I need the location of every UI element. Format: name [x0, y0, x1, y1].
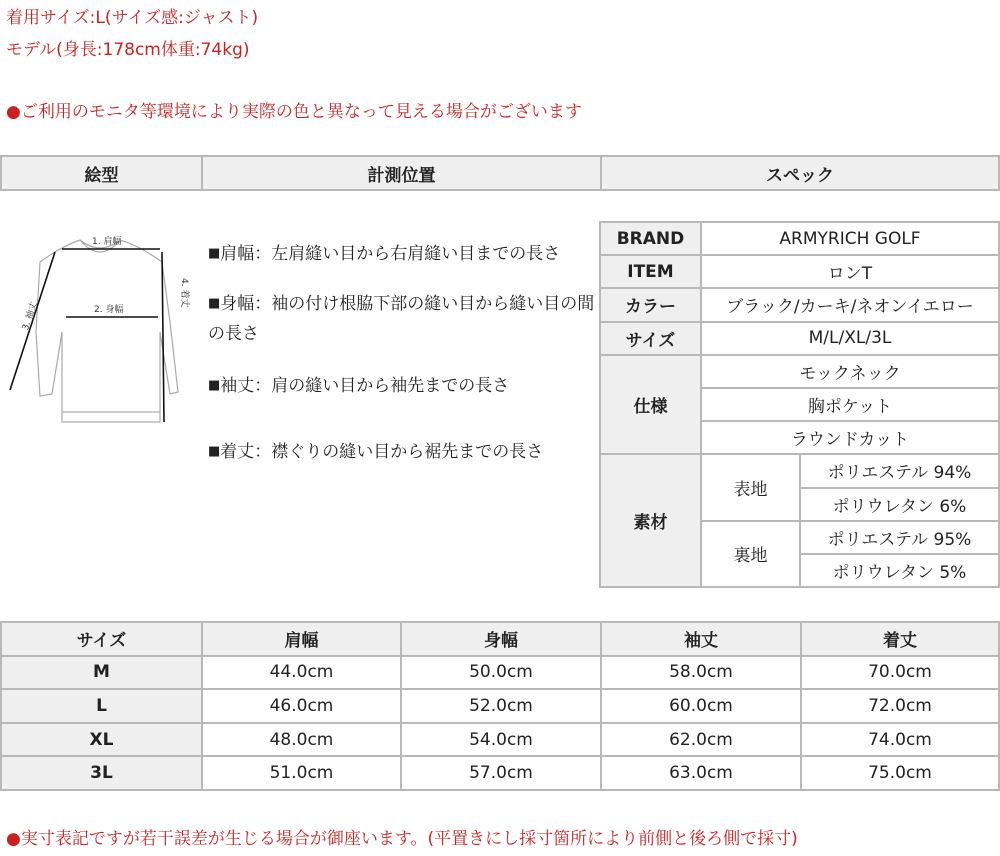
spec-brand-value: ARMYRICH GOLF [701, 222, 999, 255]
spec-color-value: ブラック/カーキ/ネオンイエロー [701, 288, 999, 321]
measurement-text: 着丈：襟ぐりの縫い目から裾先までの長さ [220, 442, 544, 462]
measurement-sleeve [208, 371, 598, 401]
table-row [1, 656, 999, 690]
measurement-text: 身幅：袖の付け根脇下部の縫い目から縫い目の間の長さ [208, 294, 595, 344]
spec-table [599, 221, 1000, 588]
size-header-sleeve: 袖丈 [601, 622, 801, 656]
value-cell: 57.0cm [401, 756, 601, 790]
value-cell: 48.0cm [202, 723, 401, 757]
spec-feature-item: 胸ポケット [701, 388, 999, 421]
spec-size-value: M/L/XL/3L [701, 322, 999, 355]
spec-brand-label: BRAND [600, 222, 701, 255]
size-cell: M [1, 656, 202, 690]
spec-color-label: カラー [600, 288, 701, 321]
measurement-chest [208, 289, 598, 349]
value-cell: 62.0cm [601, 723, 801, 757]
table-row [1, 689, 999, 723]
diagram-label-chest: 2. 身幅 [94, 305, 124, 315]
measurement-shoulder [208, 239, 598, 269]
spec-size-label: サイズ [600, 322, 701, 355]
spec-inner-label: 裏地 [701, 521, 800, 587]
value-cell: 60.0cm [601, 689, 801, 723]
table-row [1, 756, 999, 790]
size-cell: XL [1, 723, 202, 757]
header-illustration: 絵型 [1, 156, 202, 190]
value-cell: 58.0cm [601, 656, 801, 690]
spec-inner-value: ポリウレタン 5% [800, 554, 999, 587]
diagram-label-shoulder: 1. 肩幅 [92, 237, 122, 247]
measurement-length [208, 437, 598, 467]
value-cell: 52.0cm [401, 689, 601, 723]
spec-feature-item: モックネック [701, 355, 999, 388]
bullet-icon: ■ [208, 378, 221, 393]
model-info-line: モデル(身長:178cm体重:74kg) [6, 40, 250, 60]
size-header-size: サイズ [1, 622, 202, 656]
header-spec: スペック [601, 156, 999, 190]
size-cell: 3L [1, 756, 202, 790]
value-cell: 51.0cm [202, 756, 401, 790]
spec-item-label: ITEM [600, 255, 701, 288]
value-cell: 50.0cm [401, 656, 601, 690]
garment-diagram [0, 222, 205, 437]
size-header-shoulder: 肩幅 [202, 622, 401, 656]
value-cell: 70.0cm [801, 656, 999, 690]
color-notice: ●ご利用のモニタ等環境により実際の色と異なって見える場合がございます [6, 102, 582, 122]
spec-inner-value: ポリエステル 95% [800, 521, 999, 554]
measurement-text: 肩幅：左肩縫い目から右肩縫い目までの長さ [220, 244, 561, 264]
spec-feature-label: 仕様 [600, 355, 701, 455]
bullet-icon: ■ [208, 444, 221, 459]
size-header-chest: 身幅 [401, 622, 601, 656]
spec-material-label: 素材 [600, 454, 701, 587]
fit-size-line: 着用サイズ:L(サイズ感:ジャスト) [6, 8, 259, 28]
value-cell: 44.0cm [202, 656, 401, 690]
value-cell: 75.0cm [801, 756, 999, 790]
section-header-table [0, 155, 1000, 191]
spec-feature-item: ラウンドカット [701, 421, 999, 454]
measurement-notice: ●実寸表記ですが若干誤差が生じる場合が御座います。(平置きにし採寸箇所により前側と後ろ側で採寸) [6, 829, 798, 849]
size-header-length: 着丈 [801, 622, 999, 656]
measurement-text: 袖丈：肩の縫い目から袖先までの長さ [220, 376, 510, 396]
bullet-icon: ■ [208, 296, 221, 311]
diagram-label-length: 4. 着丈 [179, 278, 189, 308]
value-cell: 54.0cm [401, 723, 601, 757]
diagram-label-sleeve: 3. 袖丈 [20, 300, 40, 332]
spec-item-value: ロンT [701, 255, 999, 288]
header-measure-position: 計測位置 [202, 156, 601, 190]
bullet-icon: ■ [208, 246, 221, 261]
size-cell: L [1, 689, 202, 723]
spec-outer-value: ポリウレタン 6% [800, 488, 999, 521]
table-row [1, 723, 999, 757]
value-cell: 63.0cm [601, 756, 801, 790]
value-cell: 74.0cm [801, 723, 999, 757]
value-cell: 46.0cm [202, 689, 401, 723]
spec-outer-value: ポリエステル 94% [800, 454, 999, 487]
spec-outer-label: 表地 [701, 454, 800, 520]
value-cell: 72.0cm [801, 689, 999, 723]
size-table [0, 621, 1000, 791]
